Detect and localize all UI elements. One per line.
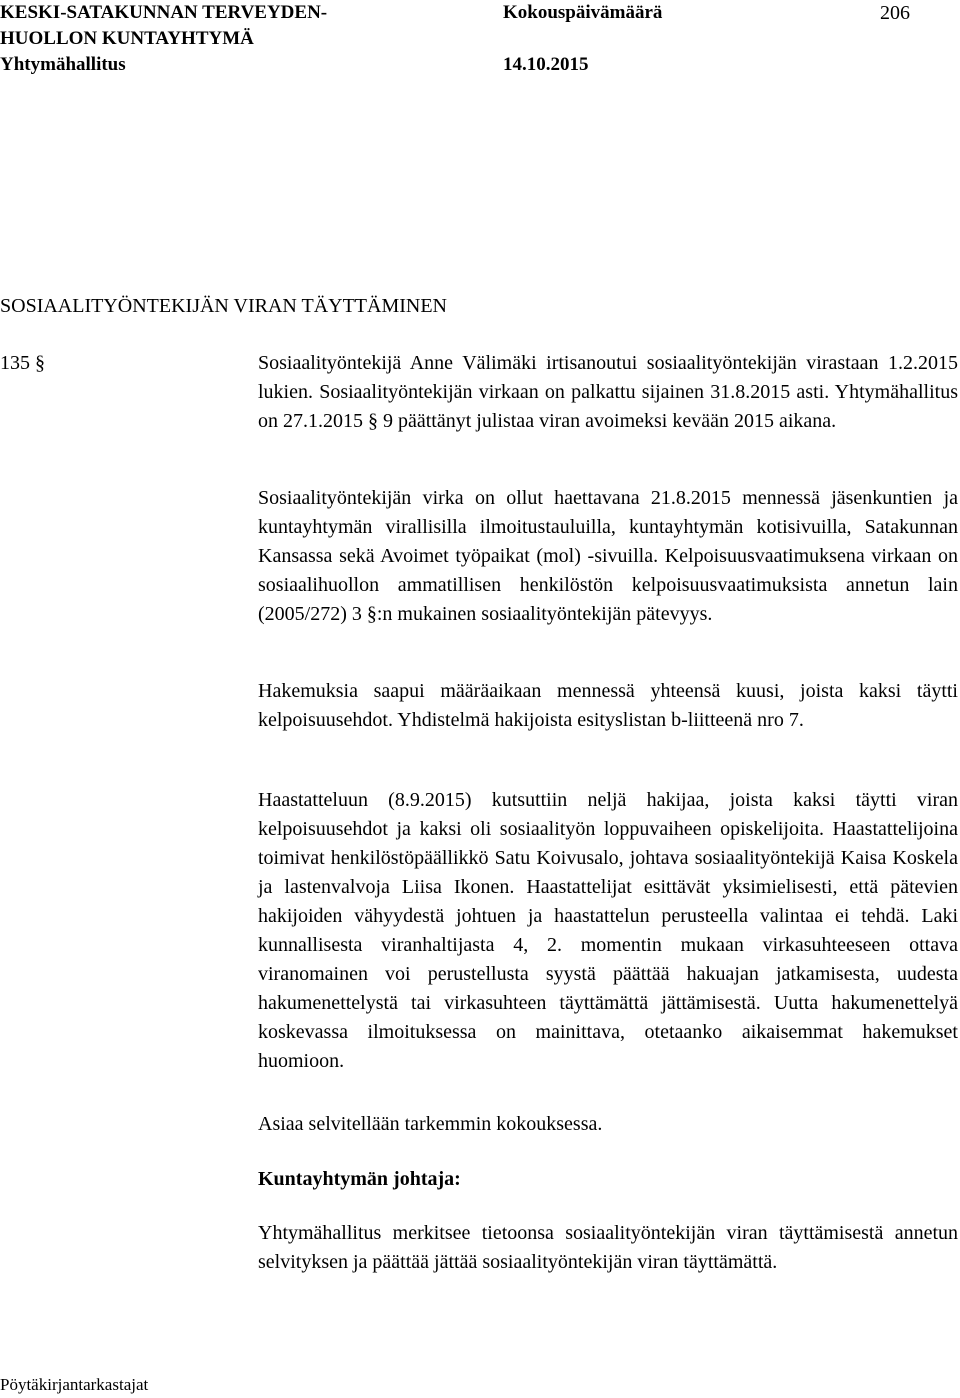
paragraph-application: Sosiaalityöntekijän virka on ollut haettavana 21.8.2015 mennessä jäsenkuntien ja kuntayhtymän virallisilla ilmoitustauluilla, kuntayhtymän kotisivuilla, Satakunnan Kansassa sekä Avoimet työpaikat (mol) -sivuilla. Kelpoisuusvaatimuksena virkaan on sosiaalihuollon ammatillisen henkilöstön kelpoisuusvaatimuksista annetun lain (2005/272) 3 §:n mukainen sosiaalityöntekijän pätevyys. (258, 487, 958, 625)
paragraph-interviews: Haastatteluun (8.9.2015) kutsuttiin neljä hakijaa, joista kaksi täytti viran kelpoisuusehdot ja kaksi oli sosiaalityön loppuvaiheen opiskelijoita. Haastattelijoina toimivat henkilöstöpäällikkö Satu Koivusalo, johtava sosiaalityöntekijä Kaisa Koskela ja lastenvalvoja Liisa Ikonen. Haastattelijat esittävät yksimielisesti, että pätevien hakijoiden vähyydestä johtuen ja haastattelun perusteella valintaa ei tehdä. Laki kunnallisesta viranhaltijasta 4, 2. momentin mukaan virkasuhteeseen ottava viranomainen voi perustellusta syystä päättää hakuajan jatkamisesta, uudesta hakumenettelystä tai virkasuhteen täyttämättä jättämisestä. Uutta hakumenettelyä koskevassa ilmoituksessa on mainittava, otetaanko aikaisemmat hakemukset huomioon. (258, 789, 958, 1072)
meeting-date: 14.10.2015 (503, 54, 589, 75)
body-name: Yhtymähallitus (0, 54, 126, 75)
meeting-date-label: Kokouspäivämäärä (503, 2, 663, 23)
proposal-text: Yhtymähallitus merkitsee tietoonsa sosiaalityöntekijän viran täyttämisestä annetun selvityksen ja päättää jättää sosiaalityöntekijän viran täyttämättä. (258, 1222, 958, 1273)
organization-name-line1: KESKI-SATAKUNNAN TERVEYDEN- (0, 2, 328, 23)
paragraph-applications-received: Hakemuksia saapui määräaikaan mennessä yhteensä kuusi, joista kaksi täytti kelpoisuusehdot. Yhdistelmä hakijoista esityslistan b-liitteenä nro 7. (258, 680, 958, 731)
page-number: 206 (880, 2, 910, 24)
footer-minutes-checkers: Pöytäkirjantarkastajat (0, 1375, 149, 1394)
item-number: 135 § (0, 352, 45, 374)
proposal-label: Kuntayhtymän johtaja: (258, 1168, 461, 1190)
paragraph-note: Asiaa selvitellään tarkemmin kokouksessa. (258, 1113, 603, 1135)
paragraph-background: Sosiaalityöntekijä Anne Välimäki irtisanoutui sosiaalityöntekijän virastaan 1.2.2015 lukien. Sosiaalityöntekijän virkaan on palkattu sijainen 31.8.2015 asti. Yhtymähallitus on 27.1.2015 § 9 päättänyt julistaa viran avoimeksi kevään 2015 aikana. (258, 352, 958, 432)
section-title: SOSIAALITYÖNTEKIJÄN VIRAN TÄYTTÄMINEN (0, 295, 448, 317)
organization-name-line2: HUOLLON KUNTAYHTYMÄ (0, 28, 254, 49)
